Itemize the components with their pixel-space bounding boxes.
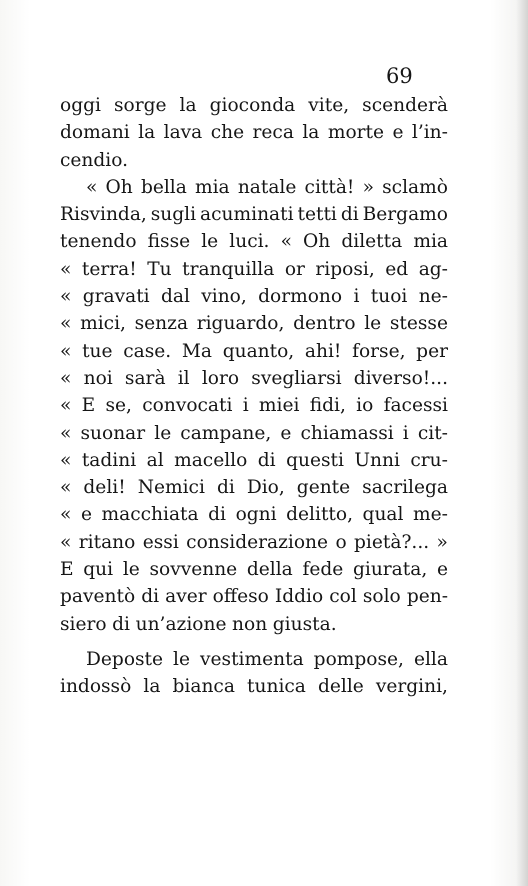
word: giurata, [352, 559, 428, 581]
word: indossò [60, 676, 132, 698]
word: Oh [303, 231, 331, 253]
word: « [280, 231, 292, 253]
word: gravati [82, 286, 150, 308]
word: tenendo [60, 231, 137, 253]
word: fidi, [309, 395, 346, 417]
word: chiamassi [300, 422, 394, 444]
word: le [173, 648, 190, 670]
text-line [60, 447, 448, 474]
word: sovvenne [149, 559, 238, 581]
word: e [80, 504, 92, 526]
word: deli! [83, 477, 126, 499]
text-line [60, 174, 448, 201]
word: dal [160, 286, 190, 308]
word: macello [174, 449, 248, 471]
word: vite, [308, 95, 350, 116]
word: della [246, 559, 293, 581]
word: macchiata [101, 504, 199, 526]
word: « [60, 477, 72, 499]
word: E [60, 559, 74, 581]
word: Risvinda, [60, 204, 147, 226]
word: « [60, 504, 72, 526]
word: qui [83, 559, 114, 581]
word: dentro [293, 313, 356, 335]
word: di [112, 613, 131, 635]
text-line [60, 228, 448, 255]
word: di [141, 586, 160, 608]
body-text [60, 92, 448, 701]
word: offeso [212, 586, 269, 608]
word: questi [286, 449, 344, 471]
text-line [60, 501, 448, 528]
word: bianca [172, 676, 235, 698]
word: mia [413, 231, 448, 253]
text-line [60, 283, 448, 310]
word: « [60, 340, 72, 362]
word: « [60, 422, 72, 444]
word: tuoi [370, 286, 408, 308]
text-line [60, 119, 448, 146]
word: giusta. [272, 613, 337, 635]
word: sorge [113, 95, 167, 116]
word: suonar [80, 422, 146, 444]
word: gioconda [209, 95, 296, 116]
word: l’in- [411, 122, 448, 144]
word: « [60, 395, 72, 417]
word: « [60, 313, 72, 335]
word: loro [201, 367, 240, 389]
text-line [60, 420, 448, 447]
word: paventò [60, 586, 136, 608]
word: Dio, [246, 477, 285, 499]
word: la [143, 676, 161, 698]
word: « [60, 258, 72, 280]
word: « [60, 286, 72, 308]
word: « [60, 449, 72, 471]
word: diletta [341, 231, 403, 253]
word: svegliarsi [251, 367, 342, 389]
word: reca [252, 122, 294, 144]
word: Oh [105, 176, 133, 198]
word: pietà?... [354, 531, 430, 553]
word: cru- [410, 449, 448, 471]
word: ne- [418, 286, 448, 308]
text-line [60, 646, 448, 673]
word: stesse [389, 313, 448, 335]
word: le [122, 559, 140, 581]
word: vino, [201, 286, 247, 308]
word: i [242, 395, 249, 417]
word: sacrilega [362, 477, 448, 499]
word: mici, [80, 313, 126, 335]
word: tadini [81, 449, 137, 471]
word: io [356, 395, 374, 417]
word: e [280, 422, 292, 444]
word: i [402, 422, 409, 444]
word: case. [123, 340, 172, 362]
word: la [302, 122, 320, 144]
word: cit- [417, 422, 448, 444]
word: tue [82, 340, 113, 362]
word: che [210, 122, 245, 144]
paragraph-gap [60, 638, 448, 646]
word: ritano [78, 531, 136, 553]
word: bella [140, 176, 187, 198]
word: città! [304, 176, 355, 198]
word: riguardo, [196, 313, 285, 335]
word: luci. [229, 231, 270, 253]
word: aver [165, 586, 207, 608]
word: natale [237, 176, 297, 198]
word: solo [362, 586, 401, 608]
word: noi [83, 367, 113, 389]
word: facessi [383, 395, 448, 417]
word: tetti [297, 204, 337, 226]
word: quanto, [222, 340, 295, 362]
word: Nemici [137, 477, 205, 499]
word: considerazione [186, 531, 329, 553]
word: ag- [418, 258, 448, 280]
text-line [60, 392, 448, 419]
word: vergini, [375, 676, 448, 698]
word: campane, [180, 422, 272, 444]
word: le [201, 231, 219, 253]
word: « [86, 176, 98, 198]
word: col [329, 586, 357, 608]
word: scenderà [362, 95, 448, 116]
word: forse, [352, 340, 406, 362]
word: di [257, 449, 276, 471]
word: convocati [142, 395, 233, 417]
word: E [81, 395, 96, 417]
word: miei [258, 395, 300, 417]
word: » [362, 176, 374, 198]
word: « [60, 367, 72, 389]
word: fede [302, 559, 344, 581]
word: Deposte [86, 648, 164, 670]
word: diverso!... [353, 367, 448, 389]
word: di [208, 504, 227, 526]
word: riposi, [315, 258, 375, 280]
word: or [284, 258, 305, 280]
text-line [60, 310, 448, 337]
word: domani [60, 122, 130, 144]
word: sclamò [382, 176, 448, 198]
text-line [60, 556, 448, 583]
word: sarà [124, 367, 166, 389]
word: lava [163, 122, 203, 144]
word: Ma [181, 340, 212, 362]
word: la [179, 95, 197, 116]
word: sugli [150, 204, 197, 226]
word: Tu [147, 258, 172, 280]
word: e [392, 122, 404, 144]
word: » [436, 531, 448, 553]
text-line [60, 611, 448, 638]
text-line [60, 673, 448, 700]
text-line [60, 583, 448, 610]
word: di [340, 204, 359, 226]
word: morte [327, 122, 385, 144]
word: tranquilla [182, 258, 275, 280]
word: non [232, 613, 268, 635]
word: un’azione [135, 613, 227, 635]
word: e [436, 559, 448, 581]
word: di [216, 477, 235, 499]
text-line [60, 474, 448, 501]
word: o [335, 531, 347, 553]
text-line [60, 92, 448, 119]
word: fisse [147, 231, 191, 253]
word: ed [385, 258, 409, 280]
word: le [364, 313, 382, 335]
word: gente [296, 477, 351, 499]
word: i [353, 286, 360, 308]
word: delitto, [286, 504, 353, 526]
text-line [60, 256, 448, 283]
word: mia [194, 176, 230, 198]
word: pompose, [313, 648, 404, 670]
word: ahi! [304, 340, 342, 362]
page-edge-shadow [516, 0, 528, 886]
word: acuminati [200, 204, 294, 226]
word: essi [142, 531, 179, 553]
word: Bergamo [362, 204, 448, 226]
word: le [154, 422, 172, 444]
word: il [177, 367, 190, 389]
word: la [138, 122, 156, 144]
text-line [60, 338, 448, 365]
page-number: 69 [386, 64, 413, 88]
word: pen- [406, 586, 448, 608]
word: per [416, 340, 448, 362]
word: dormono [258, 286, 343, 308]
text-line [60, 147, 448, 174]
word: Unni [354, 449, 400, 471]
word: terra! [81, 258, 137, 280]
word: senza [134, 313, 189, 335]
text-line [60, 201, 448, 228]
word: cendio. [60, 149, 129, 171]
word: Iddio [274, 586, 324, 608]
word: al [146, 449, 164, 471]
word: siero [60, 613, 107, 635]
word: oggi [60, 95, 101, 116]
word: « [60, 531, 72, 553]
text-line [60, 529, 448, 556]
word: ogni [235, 504, 277, 526]
word: se, [105, 395, 132, 417]
word: vestimenta [200, 648, 304, 670]
word: qual [362, 504, 404, 526]
word: tunica [247, 676, 306, 698]
text-line [60, 365, 448, 392]
word: ella [413, 648, 448, 670]
word: me- [413, 504, 448, 526]
word: delle [317, 676, 364, 698]
